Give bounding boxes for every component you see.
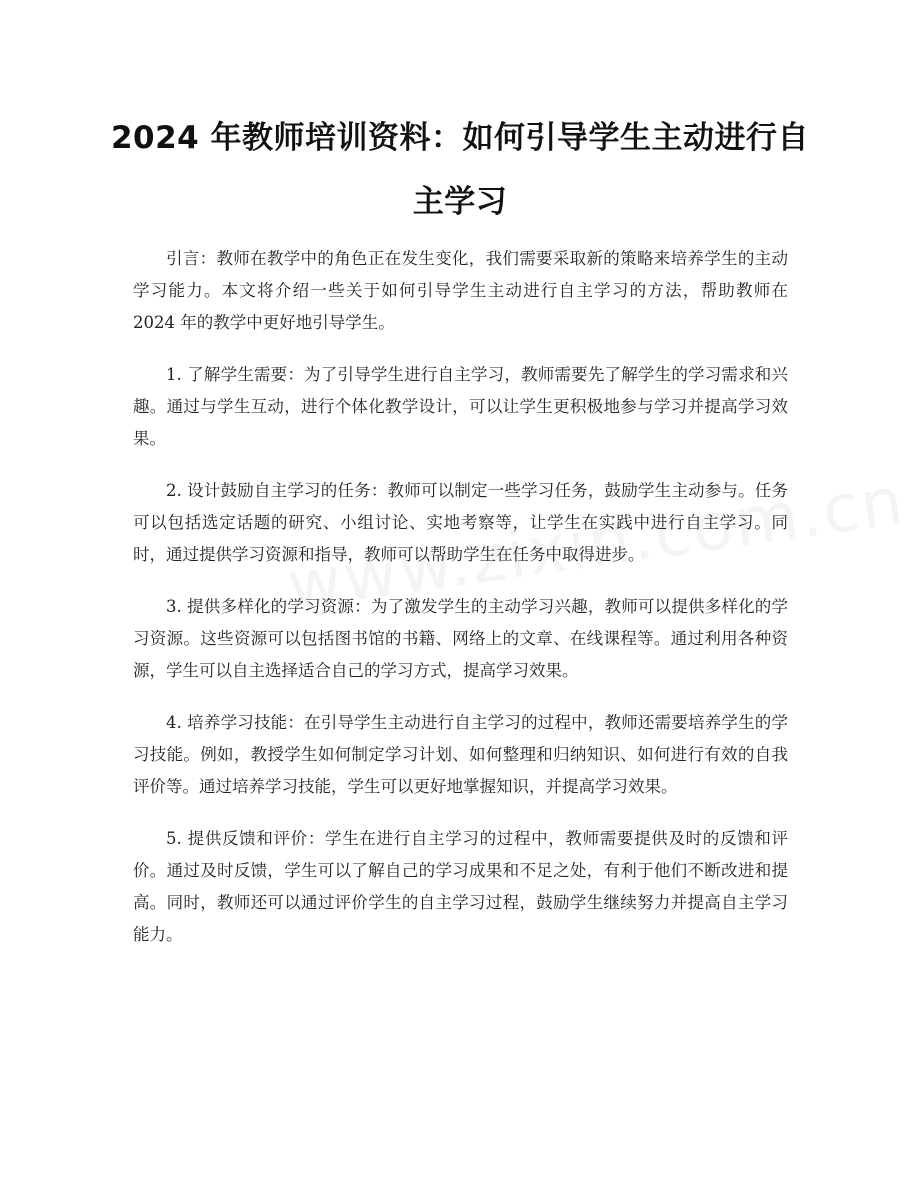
paragraph-3: 3. 提供多样化的学习资源：为了激发学生的主动学习兴趣，教师可以提供多样化的学习资源。这些资源可以包括图书馆的书籍、网络上的文章、在线课程等。通过利用各种资源，学生可以自主选择适合自己的学习方式，提高学习效果。 bbox=[133, 597, 788, 680]
paragraph-2: 2. 设计鼓励自主学习的任务：教师可以制定一些学习任务，鼓励学生主动参与。任务可以包括选定话题的研究、小组讨论、实地考察等，让学生在实践中进行自主学习。同时，通过提供学习资源和指导，教师可以帮助学生在任务中取得进步。 bbox=[133, 481, 788, 564]
paragraph-5: 5. 提供反馈和评价：学生在进行自主学习的过程中，教师需要提供及时的反馈和评价。通过及时反馈，学生可以了解自己的学习成果和不足之处，有利于他们不断改进和提高。同时，教师还可以通过评价学生的自主学习过程，鼓励学生继续努力并提高自主学习能力。 bbox=[133, 829, 788, 944]
paragraph-intro: 引言：教师在教学中的角色正在发生变化，我们需要采取新的策略来培养学生的主动学习能力。本文将介绍一些关于如何引导学生主动进行自主学习的方法，帮助教师在 2024 年的教学中更好地引导学生。 bbox=[133, 249, 788, 332]
paragraph-4: 4. 培养学习技能：在引导学生主动进行自主学习的过程中，教师还需要培养学生的学习技能。例如，教授学生如何制定学习计划、如何整理和归纳知识、如何进行有效的自我评价等。通过培养学习技能，学生可以更好地掌握知识，并提高学习效果。 bbox=[133, 713, 788, 796]
document-title: 2024 年教师培训资料：如何引导学生主动进行自主学习 bbox=[110, 120, 810, 220]
paragraph-1: 1. 了解学生需要：为了引导学生进行自主学习，教师需要先了解学生的学习需求和兴趣。通过与学生互动，进行个体化教学设计，可以让学生更积极地参与学习并提高学习效果。 bbox=[133, 365, 788, 448]
document-body bbox=[133, 243, 788, 971]
